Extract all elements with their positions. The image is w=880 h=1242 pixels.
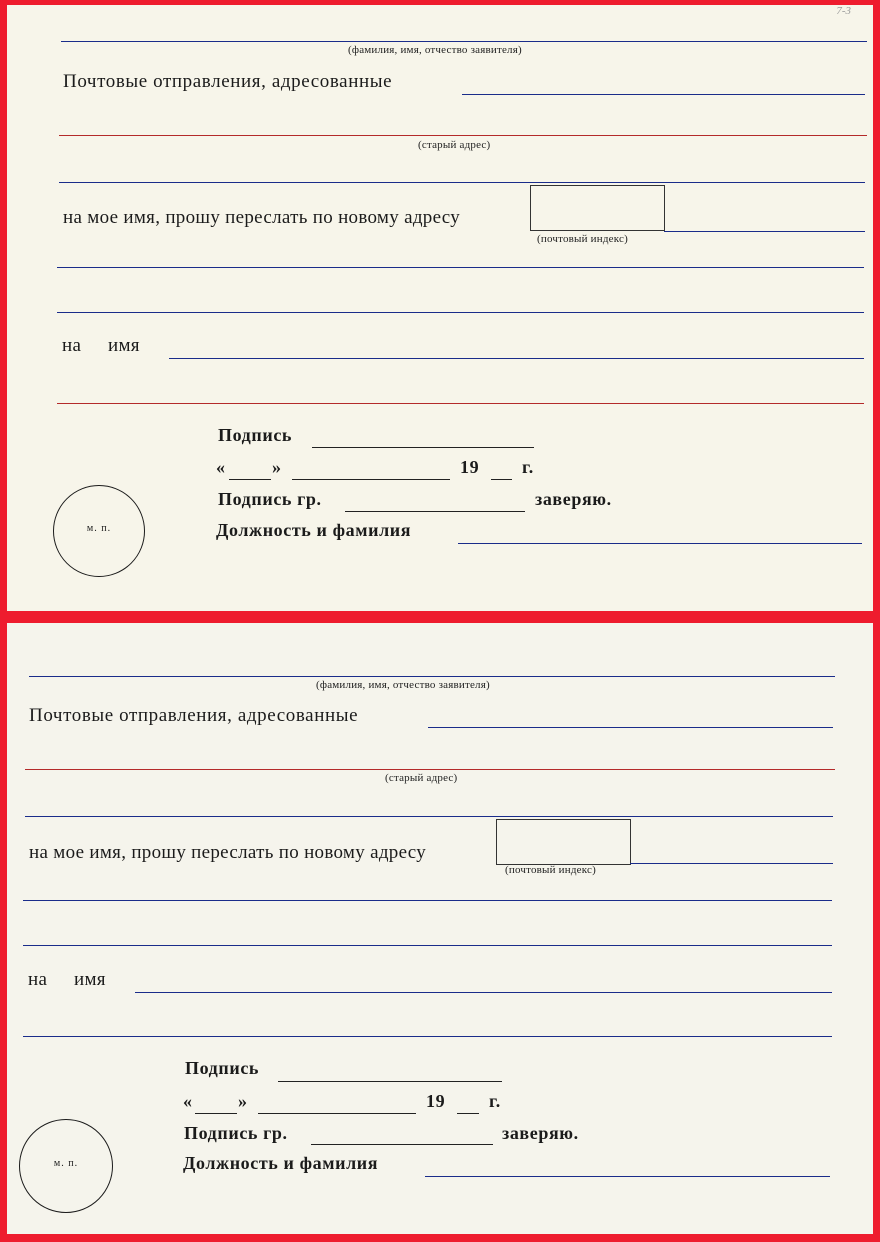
date-day-line[interactable] (195, 1113, 237, 1114)
forward-request-label: на мое имя, прошу переслать по новому адресу (29, 842, 427, 863)
recipient-name-line[interactable] (135, 992, 832, 993)
official-stamp-circle (53, 485, 145, 577)
recipient-name-line-2[interactable] (57, 403, 864, 404)
citizen-signature-line[interactable] (345, 511, 525, 512)
signature-label: Подпись (218, 425, 293, 445)
mail-addressed-line[interactable] (428, 727, 833, 728)
certify-label: заверяю. (502, 1123, 579, 1143)
corner-pencil-note: 7-3 (836, 5, 851, 17)
postal-code-caption: (почтовый индекс) (537, 233, 628, 245)
signature-line[interactable] (278, 1081, 502, 1082)
new-address-line-1[interactable] (664, 231, 865, 232)
applicant-name-line[interactable] (61, 41, 867, 42)
new-address-line-3[interactable] (23, 945, 832, 946)
old-address-line-2[interactable] (25, 816, 833, 817)
recipient-name-line-2[interactable] (23, 1036, 832, 1037)
certify-label: заверяю. (535, 489, 612, 509)
new-address-line-2[interactable] (23, 900, 832, 901)
applicant-name-caption: (фамилия, имя, отчество заявителя) (316, 679, 490, 691)
new-address-line-3[interactable] (57, 312, 864, 313)
position-label: Должность и фамилия (183, 1153, 379, 1173)
position-line[interactable] (458, 543, 862, 544)
date-open-quote: « (216, 457, 226, 477)
mail-addressed-label: Почтовые отправления, адресованные (63, 71, 393, 92)
date-close-quote: » (238, 1091, 248, 1111)
year-suffix: г. (522, 457, 534, 477)
new-address-line-1[interactable] (630, 863, 833, 864)
year-suffix: г. (489, 1091, 501, 1111)
postal-code-caption: (почтовый индекс) (505, 864, 596, 876)
date-month-line[interactable] (292, 479, 450, 480)
stamp-label: м. п. (53, 1158, 79, 1169)
citizen-signature-label: Подпись гр. (218, 489, 322, 509)
date-close-quote: » (272, 457, 282, 477)
applicant-name-caption: (фамилия, имя, отчество заявителя) (348, 44, 522, 56)
year-line[interactable] (457, 1113, 479, 1114)
name-label-part2: имя (108, 335, 140, 356)
name-label-part1: на (28, 969, 48, 990)
old-address-caption: (старый адрес) (418, 139, 491, 151)
citizen-signature-label: Подпись гр. (184, 1123, 288, 1143)
signature-line[interactable] (312, 447, 534, 448)
recipient-name-line[interactable] (169, 358, 864, 359)
signature-label: Подпись (185, 1058, 260, 1078)
old-address-line[interactable] (59, 135, 867, 136)
year-prefix: 19 (426, 1091, 446, 1111)
postal-code-box[interactable] (496, 819, 631, 865)
year-line[interactable] (491, 479, 512, 480)
date-open-quote: « (183, 1091, 193, 1111)
address-change-form-top (7, 5, 873, 611)
mail-addressed-label: Почтовые отправления, адресованные (29, 705, 359, 726)
old-address-line-2[interactable] (59, 182, 865, 183)
date-day-line[interactable] (229, 479, 271, 480)
position-line[interactable] (425, 1176, 830, 1177)
stamp-label: м. п. (86, 523, 112, 534)
applicant-name-line[interactable] (29, 676, 835, 677)
old-address-line[interactable] (25, 769, 835, 770)
official-stamp-circle (19, 1119, 113, 1213)
position-label: Должность и фамилия (216, 520, 412, 540)
year-prefix: 19 (460, 457, 480, 477)
old-address-caption: (старый адрес) (385, 772, 458, 784)
name-label-part1: на (62, 335, 82, 356)
postal-code-box[interactable] (530, 185, 665, 231)
citizen-signature-line[interactable] (311, 1144, 493, 1145)
mail-addressed-line[interactable] (462, 94, 865, 95)
date-month-line[interactable] (258, 1113, 416, 1114)
forward-request-label: на мое имя, прошу переслать по новому адресу (63, 207, 461, 228)
new-address-line-2[interactable] (57, 267, 864, 268)
name-label-part2: имя (74, 969, 106, 990)
address-change-form-bottom (7, 623, 873, 1234)
